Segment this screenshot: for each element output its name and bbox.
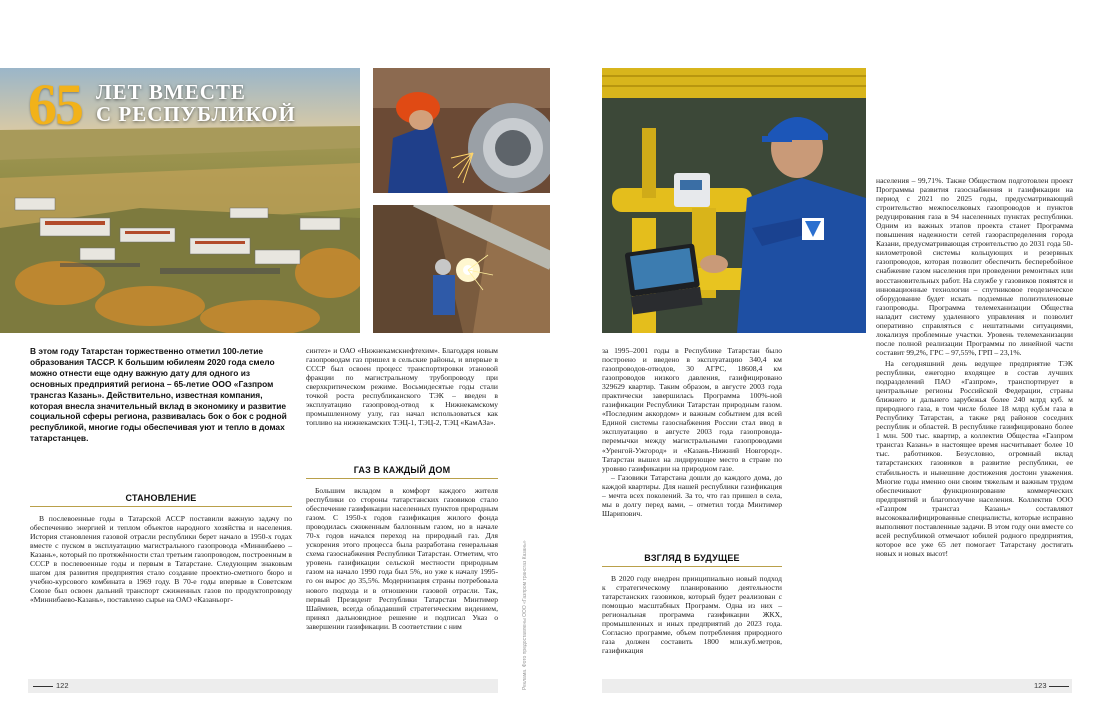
section-heading-gas: ГАЗ В КАЖДЫЙ ДОМ xyxy=(353,465,451,475)
page-number-left: 122 xyxy=(56,681,69,690)
paragraph: – Газовики Татарстана дошли до каждого дома, до каждой квартиры. Для нашей республики газификация – мечта всех поколений. За то, что газ пришел в села, мы в долгу перед вами, – отметил тогда Минтимер Шарипович. xyxy=(602,472,782,518)
paragraph: за 1995–2001 годы в Республике Татарстан было построено и введено в эксплуатацию 340,4 км газопроводов-отводов, 30 АГРС, 18608,4 км газопроводов низкого давления, газифицировано 329629 квартир. Таким образом, в августе 2003 года практически завершилась Программа 100%-ной газификации Республики Татарстан природным газом. «Последним аккордом» и важным событием для всей Единой системы газоснабжения России стал ввод в эксплуатацию в августе 2003 года газопровода-перемычки между магистральными газопроводами «Уренгой-Ужгород» и «Казань-Нижний Новгород». Татарстан вышел на лидирующее место в стране по уровню газификации на природном газе. xyxy=(602,346,782,473)
lead-paragraph: В этом году Татарстан торжественно отметил 100-летие образования ТАССР. К большим юбилеям 2020 года смело можно отнести еще одну важную дату для одного из основных предприятий региона – 65-летие ООО «Газпром трансгаз Казань». Действительно, известная компания, которая внесла значительный вклад в экономику и развитие социальной сферы региона, развивалась бок о бок с родной республикой, многие годы обеспечивая уют и тепло в домах татарстанцев. xyxy=(30,346,287,444)
footer-bar-left xyxy=(28,679,498,693)
section-underline xyxy=(602,566,782,567)
title-line-2: С РЕСПУБЛИКОЙ xyxy=(96,102,296,126)
footer-bar-right xyxy=(602,679,1072,693)
column-4 xyxy=(876,176,1073,558)
column-3c xyxy=(602,574,782,655)
column-1 xyxy=(30,514,292,604)
worker-grinding-photo xyxy=(373,68,550,193)
paragraph: В послевоенные годы в Татарской АССР поставили важную задачу по обеспечению энергией и теплом объектов народного хозяйства и населения. История становления газовой отрасли республики берет начало в 1950-х годах вместе с пуском в эксплуатацию магистрального газопровода «Миннибаево – Казань», который по протяжённости стал третьим газопроводом, построенным в СССР в послевоенные годы и первым в Татарстане. Следующим знаковым шагом для развития предприятия стало создание проектно-сметного бюро и учебно-курсового комбината в 1969 году. В 70-е годы впервые в Советском Союзе был освоен дальний транспорт сжиженных газов по продуктопроводу «Миннибаево-Казань», поставлено сырье на ОАО «Казаньорг- xyxy=(30,514,292,605)
pipeline-welding-photo xyxy=(373,205,550,333)
paragraph: В 2020 году внедрен принципиально новый подход к стратегическому планированию деятельности татарстанских газовиков, который будет реализован с помощью масштабных Программ. Одна из них – региональная программа газификации ЖКХ, промышленных и иных предприятий до 2023 года. Согласно программе, объем потребления природного газа должен составить 1800 млн.куб.метров, газификация xyxy=(602,574,782,656)
section-underline xyxy=(30,506,292,507)
section-underline xyxy=(306,478,498,479)
column-2a xyxy=(306,346,498,427)
vertical-credit: Реклама. Фото предоставлены ООО «Газпром трансгаз Казань» xyxy=(522,540,528,690)
footer-rule-left xyxy=(33,686,53,687)
title-number: 65 xyxy=(28,72,82,137)
title-line-1: ЛЕТ ВМЕСТЕ xyxy=(96,80,246,104)
paragraph: Большим вкладом в комфорт каждого жителя республики со стороны татарстанских газовиков стало обеспечение газификации населенных пунктов природным газом. С 1950-х годов газификация жилого фонда проводилась сжиженным баллонным газом, но в начале 70-х годов начался переход на природный газ. Для ускорения этого процесса была разработана генеральная схема газоснабжения Республики Татарстан. Отметим, что уровень газификации сельской местности природным газом на начало 1990 года был 5%, но уже к началу 1995-го он вырос до 35,5%. Модернизация страны потребовала нового подхода и в отношении газовой отрасли. Так, первый Президент Республики Татарстан Минтимер Шаймиев, всегда обладавший стратегическим видением, принял дальновидное решение и подписал Указ о завершении газификации. В соответствии с ним xyxy=(306,486,498,631)
footer-rule-right xyxy=(1049,686,1069,687)
section-heading-future: ВЗГЛЯД В БУДУЩЕЕ xyxy=(644,553,740,563)
gas-station-worker-photo xyxy=(602,68,866,333)
paragraph: синтез» и ОАО «Нижнекамскнефтехим». Благодаря новым газопроводам газ пришел в сельские районы, и впервые в СССР был освоен процесс транспортировки этановой фракции по магистральному трубопроводу при сверхкритическом режиме. Восьмидесятые годы стали точкой роста республиканского ТЭК – введен в эксплуатацию газопровод-отвод к Нижнекамскому промышленному узлу, газ начал использоваться как топливо на нижнекамских ТЭЦ-1, ТЭЦ-2, ТЭЦ «КамАЗа». xyxy=(306,346,498,428)
column-2b xyxy=(306,486,498,631)
page-number-right: 123 xyxy=(1034,681,1047,690)
section-heading-formation: СТАНОВЛЕНИЕ xyxy=(125,493,197,503)
paragraph: населения – 99,71%. Также Обществом подготовлен проект Программы развития газоснабжения и газификации на период с 2021 по 2025 годы, предусматривающий строительство межпоселковых газопроводов и пунктов редуцирования газа в 94 населенных пунктах республики. Одним из важных этапов проекта станет Программа повышения надежности сетей газораспределения города Казани, предусматривающая строительство до 2031 года 50-километровой системы кольцующих и резервных газопроводов, которая позволит обеспечить бесперебойное снабжение газом населения при проведении ремонтных или восстановительных работ. На службе у газовиков появятся и инновационные технологии – спутниковое геодезическое оборудование будет искать подземные полиэтиленовые газопроводы. Программа телемеханизации Общества наладит систему удаленного управления и позволит оперативно справляться с нештатными ситуациями, локализуя проблемные участки. Уровень телемеханизации после полной реализации Программы по линейной части составит 99,2%, ГРС – 97,55%, ГРП – 23,1%. xyxy=(876,176,1073,357)
paragraph: На сегодняшний день ведущее предприятие ТЭК республики, ежегодно входящее в состав лучших подразделений ПАО «Газпром», транспортирует в центральные регионы Российской Федерации, страны ближнего и дальнего зарубежья более 240 млрд куб. м природного газа, в том числе более 18 млрд куб.м газа в Республику Татарстан, а также ряд районов соседних республик и областей. В республике газифицировано более 1 млн. 500 тыс. квартир, а коллектив Общества «Газпром трансгаз Казань» в настоящее время насчитывает более 10 тыс. работников. Безусловно, огромный вклад татарстанских газовиков в развитие республики, ее стабильность и нынешние достижения достоин уважения. Многие годы именно они своим тяжелым и важным трудом обеспечивают функционирование коммерческих предприятий и благополучие населения. Коллектив ООО «Газпром трансгаз Казань» составляют высококвалифицированные специалисты, которые исправно выполняют поставленные задачи. В этом году они вместе со всей республикой отмечают юбилей родного предприятия, которое все уже 65 лет помогает Татарстану достигать новых и новых высот! xyxy=(876,358,1073,558)
column-3a xyxy=(602,346,782,518)
